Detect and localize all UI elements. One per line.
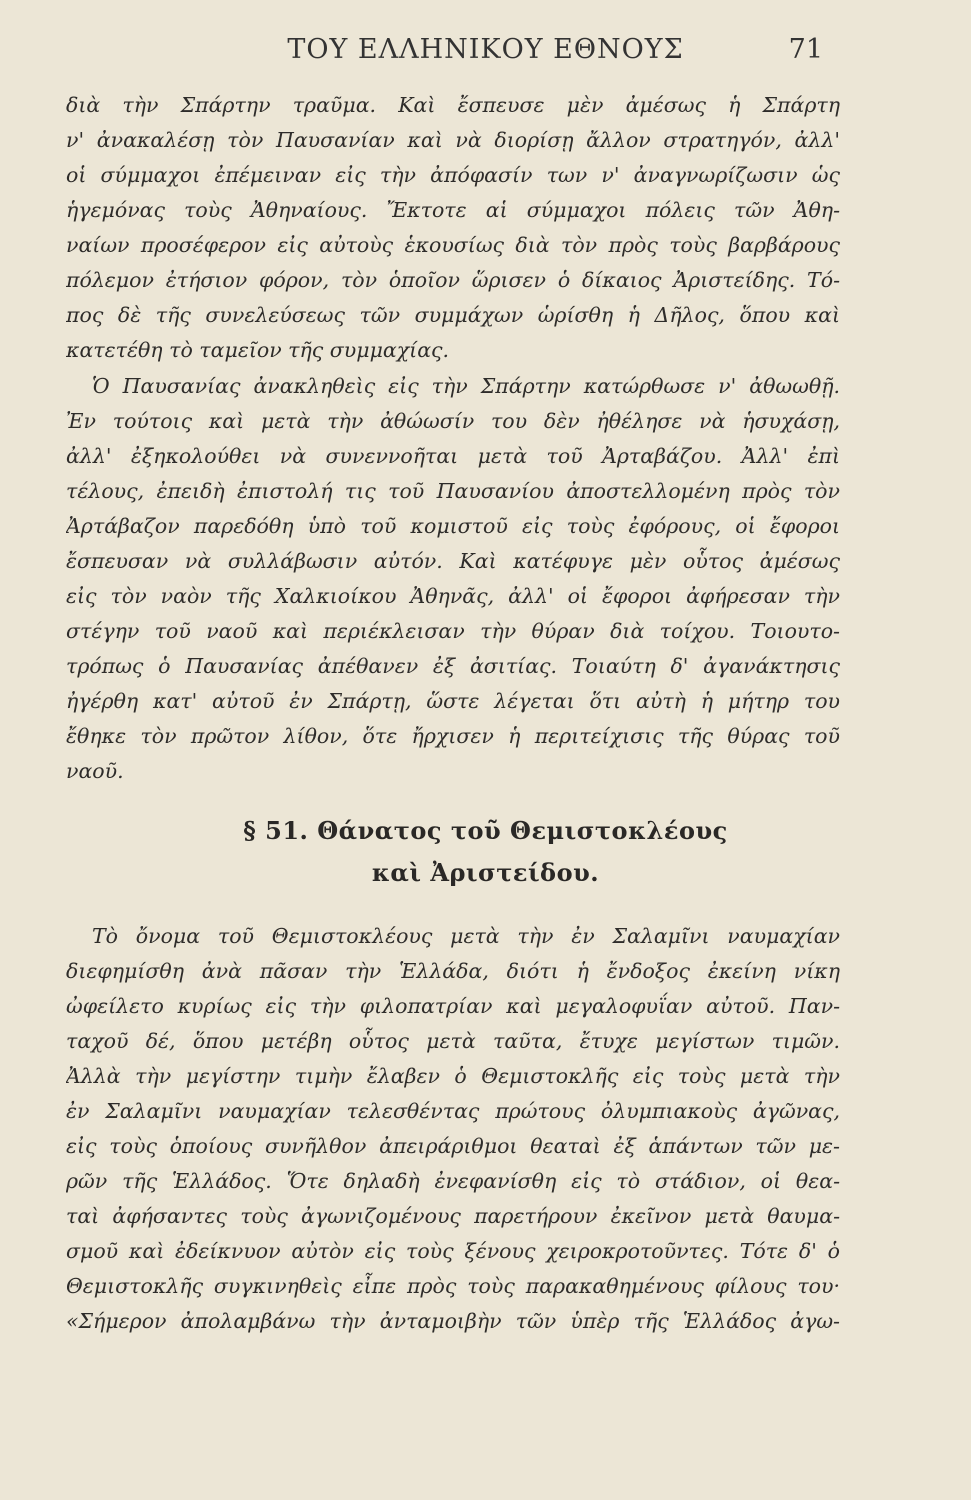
text-line: πόλεμον ἐτήσιον φόρον, τὸν ὁποῖον ὥρισεν ὁ δίκαιος Ἀριστείδης. Τό-	[66, 268, 840, 292]
text-line: Ἐν τούτοις καὶ μετὰ τὴν ἀθώωσίν του δὲν ἠθέλησε νὰ ἡσυχάσῃ,	[66, 409, 840, 433]
text-line: εἰς τοὺς ὁποίους συνῆλθον ἀπειράριθμοι θεαταὶ ἐξ ἁπάντων τῶν με-	[66, 1134, 840, 1158]
text-line: ρῶν τῆς Ἑλλάδος. Ὅτε δηλαδὴ ἐνεφανίσθη εἰς τὸ στάδιον, οἱ θεα-	[66, 1169, 840, 1193]
section-title-continued: καὶ Ἀριστείδου.	[371, 858, 600, 887]
text-line: κατετέθη τὸ ταμεῖον τῆς συμμαχίας.	[66, 338, 450, 362]
text-line: ἡγεμόνας τοὺς Ἀθηναίους. Ἔκτοτε αἱ σύμμαχοι πόλεις τῶν Ἀθη-	[66, 198, 840, 222]
running-head	[0, 34, 971, 74]
text-line: οἱ σύμμαχοι ἐπέμειναν εἰς τὴν ἀπόφασίν των ν' ἀναγνωρίζωσιν ὡς	[66, 163, 840, 187]
text-line: τρόπως ὁ Παυσανίας ἀπέθανεν ἐξ ἀσιτίας. Τοιαύτη δ' ἀγανάκτησις	[66, 654, 840, 678]
text-line: Ὁ Παυσανίας ἀνακληθεὶς εἰς τὴν Σπάρτην κατώρθωσε ν' ἀθωωθῇ.	[92, 374, 840, 398]
text-line: «Σήμερον ἀπολαμβάνω τὴν ἀνταμοιβὴν τῶν ὑπὲρ τῆς Ἑλλάδος ἀγω-	[66, 1309, 840, 1333]
text-line: διεφημίσθη ἀνὰ πᾶσαν τὴν Ἑλλάδα, διότι ἡ ἔνδοξος ἐκείνη νίκη	[66, 959, 840, 983]
text-line: πος δὲ τῆς συνελεύσεως τῶν συμμάχων ὡρίσθη ἡ Δῆλος, ὅπου καὶ	[66, 303, 840, 327]
text-line: Τὸ ὄνομα τοῦ Θεμιστοκλέους μετὰ τὴν ἐν Σαλαμῖνι ναυμαχίαν	[92, 924, 840, 948]
text-line: στέγην τοῦ ναοῦ καὶ περιέκλεισαν τὴν θύραν διὰ τοίχου. Τοιουτο-	[66, 619, 840, 643]
section-title: § 51. Θάνατος τοῦ Θεμιστοκλέους	[243, 816, 728, 845]
text-line: ταχοῦ δέ, ὅπου μετέβη οὗτος μετὰ ταῦτα, ἔτυχε μεγίστων τιμῶν.	[66, 1029, 840, 1053]
text-line: ἐν Σαλαμῖνι ναυμαχίαν τελεσθέντας πρώτους ὀλυμπιακοὺς ἀγῶνας,	[66, 1099, 840, 1123]
text-line: ναίων προσέφερον εἰς αὐτοὺς ἑκουσίως διὰ τὸν πρὸς τοὺς βαρβάρους	[66, 233, 840, 257]
text-line: ἠγέρθη κατ' αὐτοῦ ἐν Σπάρτῃ, ὥστε λέγεται ὅτι αὐτὴ ἡ μήτηρ του	[66, 689, 840, 713]
text-line: ἔσπευσαν νὰ συλλάβωσιν αὐτόν. Καὶ κατέφυγε μὲν οὗτος ἀμέσως	[66, 549, 840, 573]
text-line: Ἀρτάβαζον παρεδόθη ὑπὸ τοῦ κομιστοῦ εἰς τοὺς ἐφόρους, οἱ ἔφοροι	[66, 514, 840, 538]
page-number: 71	[788, 34, 823, 65]
text-line: τέλους, ἐπειδὴ ἐπιστολή τις τοῦ Παυσανίου ἀποστελλομένη πρὸς τὸν	[66, 479, 840, 503]
text-line: ἀλλ' ἐξηκολούθει νὰ συνεννοῆται μετὰ τοῦ Ἀρταβάζου. Ἀλλ' ἐπὶ	[66, 444, 840, 468]
text-line: Ἀλλὰ τὴν μεγίστην τιμὴν ἔλαβεν ὁ Θεμιστοκλῆς εἰς τοὺς μετὰ τὴν	[66, 1064, 840, 1088]
text-line: ταὶ ἀφήσαντες τοὺς ἀγωνιζομένους παρετήρουν ἐκεῖνον μετὰ θαυμα-	[66, 1204, 840, 1228]
text-line: Θεμιστοκλῆς συγκινηθεὶς εἶπε πρὸς τοὺς παρακαθημένους φίλους του·	[66, 1274, 840, 1298]
running-head-title: ΤΟΥ ΕΛΛΗΝΙΚΟΥ ΕΘΝΟΥΣ	[287, 34, 684, 65]
text-line: διὰ τὴν Σπάρτην τραῦμα. Καὶ ἔσπευσε μὲν ἀμέσως ἡ Σπάρτη	[66, 93, 840, 117]
text-line: ἔθηκε τὸν πρῶτον λίθον, ὅτε ἤρχισεν ἡ περιτείχισις τῆς θύρας τοῦ	[66, 724, 840, 748]
text-line: ὠφείλετο κυρίως εἰς τὴν φιλοπατρίαν καὶ μεγαλοφυΐαν αὐτοῦ. Παν-	[66, 994, 840, 1018]
text-line: εἰς τὸν ναὸν τῆς Χαλκιοίκου Ἀθηνᾶς, ἀλλ' οἱ ἔφοροι ἀφήρεσαν τὴν	[66, 584, 840, 608]
text-line: ν' ἀνακαλέσῃ τὸν Παυσανίαν καὶ νὰ διορίσῃ ἄλλον στρατηγόν, ἀλλ'	[66, 128, 840, 152]
text-line: σμοῦ καὶ ἐδείκνυον αὐτὸν εἰς τοὺς ξένους χειροκροτοῦντες. Τότε δ' ὁ	[66, 1239, 840, 1263]
text-line: ναοῦ.	[66, 759, 124, 783]
